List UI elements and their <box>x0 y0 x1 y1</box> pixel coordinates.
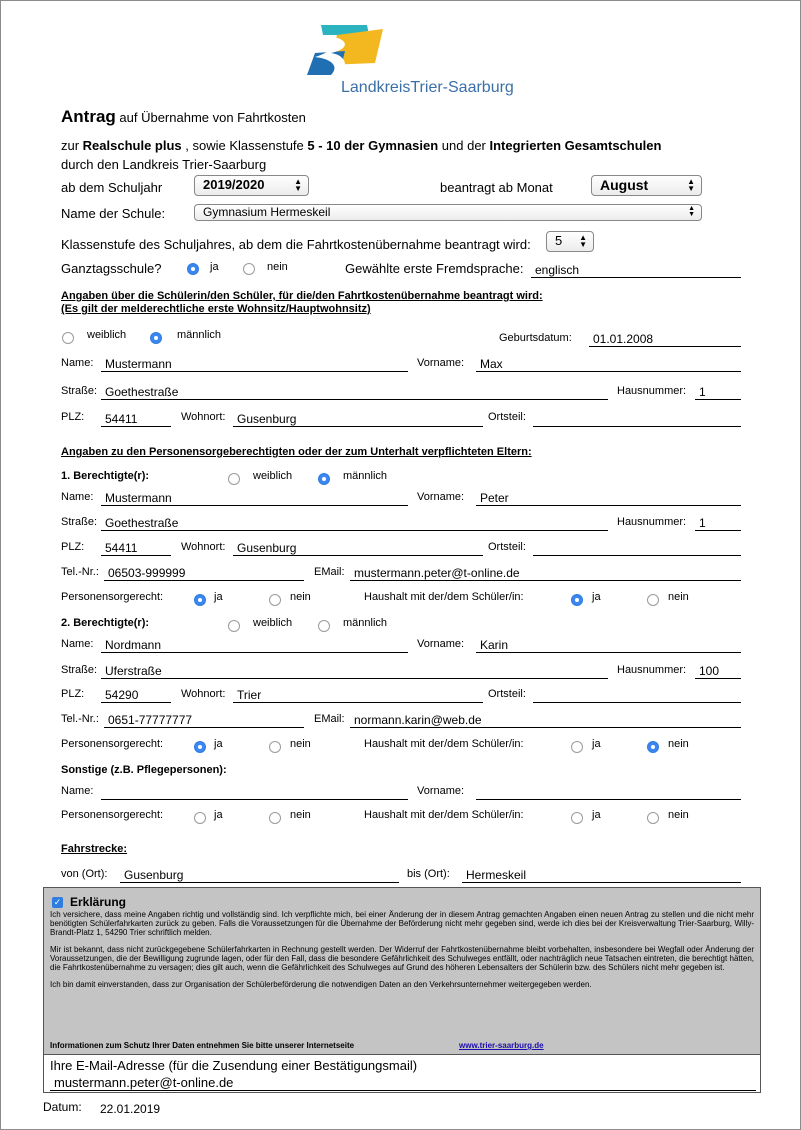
b2-maennlich-radio[interactable] <box>318 620 330 632</box>
schueler-name-label: Name: <box>61 357 94 369</box>
select-arrows-icon: ▲ ▼ <box>294 177 302 193</box>
logo-mark-icon <box>305 23 385 79</box>
b2-plz-label: PLZ: <box>61 688 85 700</box>
ganztag-ja-radio[interactable] <box>187 263 199 275</box>
b2-mail-label: EMail: <box>314 713 345 725</box>
erklaerung-title: Erklärung <box>70 895 127 909</box>
erklaerung-text <box>50 910 754 989</box>
b1-plz-label: PLZ: <box>61 541 85 553</box>
sonst-hh-ja-label: ja <box>592 809 601 821</box>
sonst-title: Sonstige (z.B. Pflegepersonen): <box>61 764 227 776</box>
b2-ort-field[interactable]: Trier <box>233 687 483 703</box>
b2-tel-label: Tel.-Nr.: <box>61 713 99 725</box>
schule-label: Name der Schule: <box>61 206 166 221</box>
b2-weiblich-label: weiblich <box>253 617 293 629</box>
b1-hh-nein-radio[interactable] <box>647 594 659 606</box>
email-field[interactable]: mustermann.peter@t-online.de <box>50 1075 756 1091</box>
monat-select[interactable] <box>591 175 702 196</box>
b1-hh-label: Haushalt mit der/dem Schüler/in: <box>364 591 524 603</box>
b2-hnr-field[interactable]: 100 <box>695 663 741 679</box>
erklaerung-p3: Ich bin damit einverstanden, dass zur Organisation der Schülerbeförderung die notwendigen Daten an den Verkehrsunternehmer weitergegeben werden. <box>50 980 592 989</box>
schule-value: Gymnasium Hermeskeil <box>203 205 331 219</box>
geburtsdatum-field[interactable]: 01.01.2008 <box>589 331 741 347</box>
fahrt-von-label: von (Ort): <box>61 868 108 880</box>
schueler-maennlich-label: männlich <box>177 329 222 341</box>
b1-maennlich-radio[interactable] <box>318 473 330 485</box>
intro-realschule: Realschule plus <box>82 138 182 153</box>
b2-strasse-field[interactable]: Uferstraße <box>101 663 608 679</box>
monat-value: August <box>600 177 649 193</box>
b2-plz-field[interactable]: 54290 <box>101 687 171 703</box>
b1-title: 1. Berechtigte(r): <box>61 470 150 482</box>
schuljahr-label: ab dem Schuljahr <box>61 180 163 195</box>
schueler-ort-label: Wohnort: <box>181 411 226 423</box>
schueler-ort-field[interactable]: Gusenburg <box>233 411 483 427</box>
b1-mail-field[interactable]: mustermann.peter@t-online.de <box>350 565 741 581</box>
sonst-hh-ja-radio[interactable] <box>571 812 583 824</box>
b1-ps-nein-label: nein <box>290 591 311 603</box>
sonst-ps-ja-label: ja <box>214 809 223 821</box>
schuljahr-select[interactable] <box>194 175 309 196</box>
datenschutz-info: Informationen zum Schutz Ihrer Daten entnehmen Sie bitte unserer Internetseite <box>50 1041 355 1050</box>
schueler-ortsteil-label: Ortsteil: <box>488 411 526 423</box>
fahrt-title: Fahrstrecke: <box>61 843 128 855</box>
title-main: Antrag <box>61 107 116 126</box>
sonst-ps-label: Personensorgerecht: <box>61 809 164 821</box>
fahrt-bis-field[interactable]: Hermeskeil <box>462 867 741 883</box>
ganztag-nein-label: nein <box>267 261 288 273</box>
b1-mail-label: EMail: <box>314 566 345 578</box>
ganztag-label: Ganztagsschule? <box>61 261 162 276</box>
schueler-maennlich-radio[interactable] <box>150 332 162 344</box>
b1-ps-ja-label: ja <box>214 591 223 603</box>
schueler-strasse-field[interactable]: Goethestraße <box>101 384 608 400</box>
ganztag-ja-label: ja <box>210 261 219 273</box>
b2-ps-nein-radio[interactable] <box>269 741 281 753</box>
b2-hh-nein-radio[interactable] <box>647 741 659 753</box>
b1-vorname-label: Vorname: <box>417 491 465 503</box>
b1-hh-ja-label: ja <box>592 591 601 603</box>
logo-text-landkreis: Landkreis <box>341 79 411 96</box>
b1-tel-field[interactable]: 06503-999999 <box>104 565 304 581</box>
b2-strasse-label: Straße: <box>61 664 98 676</box>
sonst-hh-label: Haushalt mit der/dem Schüler/in: <box>364 809 524 821</box>
b1-hh-nein-label: nein <box>668 591 689 603</box>
schueler-heading: Angaben über die Schülerin/den Schüler, für die/den Fahrtkostenübernahme beantragt wird: <box>61 290 543 302</box>
intro-text: , sowie Klassenstufe <box>181 138 308 153</box>
b1-plz-field[interactable]: 54411 <box>101 540 171 556</box>
schuljahr-value: 2019/2020 <box>203 177 265 192</box>
sonst-vorname-label: Vorname: <box>417 785 465 797</box>
schule-select[interactable] <box>194 204 702 221</box>
sonst-ps-ja-radio[interactable] <box>194 812 206 824</box>
sonst-name-label: Name: <box>61 785 94 797</box>
datum-value[interactable]: 22.01.2019 <box>100 1102 161 1116</box>
sonst-hh-nein-label: nein <box>668 809 689 821</box>
sonst-vorname-field[interactable] <box>476 784 741 800</box>
b2-ortsteil-field[interactable] <box>533 687 741 703</box>
eltern-heading: Angaben zu den Personensorgeberechtigten oder der zum Unterhalt verpflichteten Eltern: <box>61 446 532 458</box>
schueler-plz-label: PLZ: <box>61 411 85 423</box>
intro-line-2: durch den Landkreis Trier-Saarburg <box>61 157 267 172</box>
b2-ortsteil-label: Ortsteil: <box>488 688 526 700</box>
b2-weiblich-radio[interactable] <box>228 620 240 632</box>
b1-hnr-label: Hausnummer: <box>617 516 687 528</box>
sonst-ps-nein-label: nein <box>290 809 311 821</box>
sprache-label: Gewählte erste Fremdsprache: <box>345 261 524 276</box>
b1-ortsteil-field[interactable] <box>533 540 741 556</box>
schueler-name-field[interactable]: Mustermann <box>101 356 408 372</box>
b2-hnr-label: Hausnummer: <box>617 664 687 676</box>
b1-weiblich-radio[interactable] <box>228 473 240 485</box>
b2-hh-label: Haushalt mit der/dem Schüler/in: <box>364 738 524 750</box>
schueler-vorname-field[interactable]: Max <box>476 356 741 372</box>
b2-ps-ja-radio[interactable] <box>194 741 206 753</box>
title-rest: auf Übernahme von Fahrtkosten <box>115 110 306 125</box>
intro-line-1 <box>61 138 661 153</box>
b2-ps-ja-label: ja <box>214 738 223 750</box>
b2-name-field[interactable]: Nordmann <box>101 637 408 653</box>
b2-mail-field[interactable]: normann.karin@web.de <box>350 712 741 728</box>
intro-igs: Integrierten Gesamtschulen <box>489 138 662 153</box>
b2-maennlich-label: männlich <box>343 617 388 629</box>
schueler-hnr-field[interactable]: 1 <box>695 384 741 400</box>
page-title <box>61 107 306 127</box>
b1-weiblich-label: weiblich <box>253 470 293 482</box>
b1-ps-nein-radio[interactable] <box>269 594 281 606</box>
b1-ort-field[interactable]: Gusenburg <box>233 540 483 556</box>
b2-title: 2. Berechtigte(r): <box>61 617 150 629</box>
datum-label: Datum: <box>43 1100 82 1114</box>
klasse-value: 5 <box>555 233 563 248</box>
fahrt-bis-label: bis (Ort): <box>407 868 450 880</box>
b2-name-label: Name: <box>61 638 94 650</box>
b1-maennlich-label: männlich <box>343 470 388 482</box>
b1-ortsteil-label: Ortsteil: <box>488 541 526 553</box>
b2-ps-nein-label: nein <box>290 738 311 750</box>
b1-ps-label: Personensorgerecht: <box>61 591 164 603</box>
fahrt-von-field[interactable]: Gusenburg <box>120 867 399 883</box>
b1-name-label: Name: <box>61 491 94 503</box>
b2-hh-nein-label: nein <box>668 738 689 750</box>
intro-gymnasien: 5 - 10 der Gymnasien <box>307 138 439 153</box>
intro-text: zur <box>61 138 83 153</box>
schueler-plz-field[interactable]: 54411 <box>101 411 171 427</box>
ganztag-nein-radio[interactable] <box>243 263 255 275</box>
sonst-ps-nein-radio[interactable] <box>269 812 281 824</box>
b1-vorname-field[interactable]: Peter <box>476 490 741 506</box>
logo <box>301 23 514 103</box>
b1-strasse-field[interactable]: Goethestraße <box>101 515 608 531</box>
erklaerung-checkbox[interactable]: ✓ <box>53 897 62 907</box>
monat-label: beantragt ab Monat <box>440 180 553 195</box>
b2-hh-ja-radio[interactable] <box>571 741 583 753</box>
b2-ort-label: Wohnort: <box>181 688 226 700</box>
schueler-subheading: (Es gilt der melderechtliche erste Wohnsitz/Hauptwohnsitz) <box>61 303 371 315</box>
b1-strasse-label: Straße: <box>61 516 98 528</box>
schueler-weiblich-label: weiblich <box>87 329 127 341</box>
schueler-hnr-label: Hausnummer: <box>617 385 687 397</box>
select-arrows-icon: ▲ ▼ <box>688 205 695 218</box>
klasse-select[interactable] <box>546 231 594 252</box>
select-arrows-icon: ▲ ▼ <box>579 233 587 249</box>
schueler-weiblich-radio[interactable] <box>62 332 74 344</box>
b1-tel-label: Tel.-Nr.: <box>61 566 99 578</box>
sprache-field[interactable]: englisch <box>531 262 741 278</box>
b1-hh-ja-radio[interactable] <box>571 594 583 606</box>
logo-text-name: Trier-Saarburg <box>410 79 514 96</box>
email-label: Ihre E-Mail-Adresse (für die Zusendung einer Bestätigungsmail) <box>50 1058 418 1073</box>
erklaerung-p1: Ich versichere, dass meine Angaben richtig und vollständig sind. Ich verpflichte mich, bei einer Änderung der in diesem Antrag gemachten Angaben einen neuen Antrag zu stellen und die nicht mehr benötigten Schülerfahrkarten zurück zu geben. Falls die Voraussetzungen für die Übernahme der Beförderung nicht mehr gegeben sind, werde ich dies bei der Kreisverwaltung Trier-Saarburg, Willy-Brandt-Platz 1, 54290 Trier schriftlich melden. <box>50 910 754 937</box>
erklaerung-box <box>43 887 761 1055</box>
klasse-label: Klassenstufe des Schuljahres, ab dem die Fahrtkostenübernahme beantragt wird: <box>61 237 531 252</box>
sonst-name-field[interactable] <box>101 784 408 800</box>
erklaerung-p2: Mir ist bekannt, dass nicht zurückgegebene Schülerfahrkarten in Rechnung gestellt werden. Der Widerruf der Fahrtkostenübernahme bleibt vorbehalten, insbesondere bei Wegfall oder Änderung der Voraussetzungen, die der Bewilligung zugrunde lagen, oder für den Fall, dass die besondere Gefährlichkeit des Schulweges entfällt, oder nachträglich neue Tatsachen eintreten, die berechtigt hätten, die Fahrtkostenübernahme zu versagen; dies gilt auch, wenn die Gefährlichkeit des Schulweges auf Grund des höheren Lebensalters der Schülerin bzw. des Schülers nicht mehr gegeben ist. <box>50 945 754 972</box>
b2-vorname-label: Vorname: <box>417 638 465 650</box>
b2-tel-field[interactable]: 0651-77777777 <box>104 712 304 728</box>
intro-text: und der <box>438 138 490 153</box>
b2-ps-label: Personensorgerecht: <box>61 738 164 750</box>
geburtsdatum-label: Geburtsdatum: <box>499 332 572 344</box>
select-arrows-icon: ▲ ▼ <box>687 177 695 193</box>
sonst-hh-nein-radio[interactable] <box>647 812 659 824</box>
b2-hh-ja-label: ja <box>592 738 601 750</box>
b2-vorname-field[interactable]: Karin <box>476 637 741 653</box>
schueler-vorname-label: Vorname: <box>417 357 465 369</box>
datenschutz-link[interactable]: www.trier-saarburg.de <box>459 1041 544 1050</box>
schueler-ortsteil-field[interactable] <box>533 411 741 427</box>
b1-ps-ja-radio[interactable] <box>194 594 206 606</box>
b1-name-field[interactable]: Mustermann <box>101 490 408 506</box>
b1-ort-label: Wohnort: <box>181 541 226 553</box>
email-box <box>43 1055 761 1093</box>
b1-hnr-field[interactable]: 1 <box>695 515 741 531</box>
schueler-strasse-label: Straße: <box>61 385 98 397</box>
